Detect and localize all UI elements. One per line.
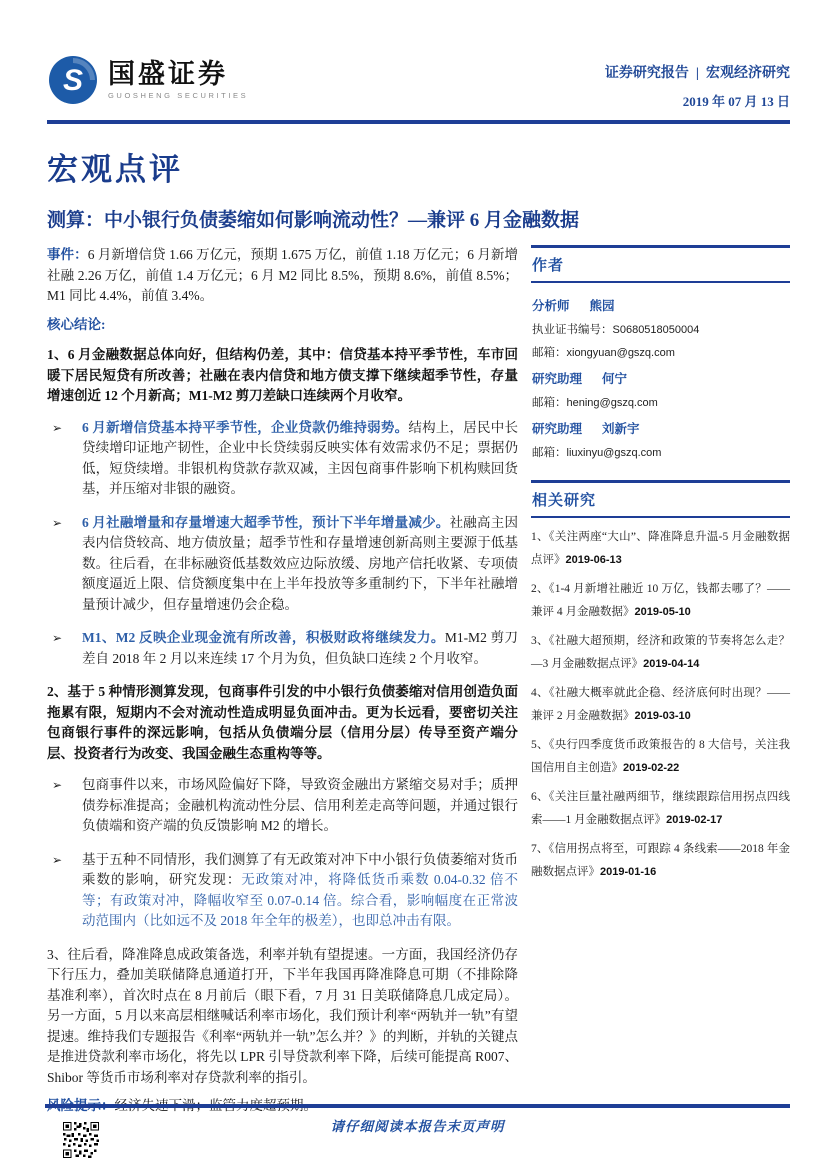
bullet-baoshang-text: 包商事件以来，市场风险偏好下降，导致资金融出方紧缩交易对手；质押债券标准提高；金融机构流动性分层、信用利差走高等问题，并通过银行负债端和资产端的负反馈影响 M2 的增长。 <box>82 777 518 833</box>
email-label: 邮箱： <box>532 347 567 359</box>
report-header <box>0 0 827 120</box>
related-item <box>531 786 790 832</box>
bullet-social-financing <box>47 513 518 616</box>
analyst-cert-line <box>532 321 789 337</box>
qr-code <box>63 1122 99 1158</box>
related-item-text: 4、《社融大概率就此企稳、经济底何时出现？——兼评 2 月金融数据》 <box>531 687 790 722</box>
report-footer <box>45 1104 790 1135</box>
report-subtitle: 测算：中小银行负债萎缩如何影响流动性？—兼评 6 月金融数据 <box>47 210 580 231</box>
related-item-date: 2019-03-10 <box>634 710 691 722</box>
header-divider <box>47 120 790 124</box>
assistant2-name: 刘新宇 <box>602 422 640 436</box>
svg-text:S: S <box>62 64 84 97</box>
bullet-credit-text: 结构上，居民中长贷续增印证地产韧性，企业中长贷续弱反映实体有效需求仍不足；票据仍低，短贷续增。非银机构贷款存款双减，主因包商事件影响下机构赎回货基，并压缩对非银的融资。 <box>82 419 519 496</box>
email-label: 邮箱： <box>532 397 567 409</box>
related-item <box>531 734 790 780</box>
bullet-arrow-icon: ➢ <box>52 852 63 867</box>
assistant2-role: 研究助理 <box>532 422 583 436</box>
related-item-date: 2019-05-10 <box>634 606 691 618</box>
header-meta <box>605 54 790 110</box>
related-item-date: 2019-02-22 <box>623 762 680 774</box>
bullet-m1-m2-text: M1-M2 剪刀差自 2018 年 2 月以来连续 17 个月为负，但负缺口连续 2 个月收窄。 <box>82 630 518 666</box>
bullet-arrow-icon: ➢ <box>52 631 63 645</box>
bullet-social-financing-text: 社融高主因表内信贷较高、地方债放量；超季节性和存量增速创新高则主要源于低基数。往后看，在非标融资低基数效应边际放缓、房地产信托收紧、专项债额度逼近上限、信贷额度集中在上半年投放等多重制约下，下半年社融增量预计减少，但存量增速仍会企稳。 <box>82 514 519 612</box>
related-item <box>531 682 790 728</box>
analyst-email: xiongyuan@gszq.com <box>566 347 675 359</box>
report-classification <box>605 62 790 82</box>
point-3-paragraph <box>47 945 518 1089</box>
bullet-arrow-icon: ➢ <box>52 420 63 435</box>
bullet-baoshang-event <box>47 775 518 837</box>
assistant1-email: hening@gszq.com <box>566 397 658 409</box>
point-1-paragraph: 1、6 月金融数据总体向好，但结构仍差，其中：信贷基本持平季节性，车市回暖下居民短贷有所改善；社融在表内信贷和地方债支撑下继续超季节性，存量增速创近 12 个月新高；M1-M2 剪刀差缺口连续两个月收窄。 <box>47 347 518 403</box>
related-item-date: 2019-06-13 <box>565 554 622 566</box>
report-type-label: 证券研究报告 <box>604 66 689 81</box>
analyst-email-line <box>532 344 789 360</box>
bullet-arrow-icon: ➢ <box>52 515 63 530</box>
analyst-line <box>532 296 789 314</box>
related-item <box>531 630 790 676</box>
report-date: 2019 年 07 月 13 日 <box>682 94 790 109</box>
cert-label: 执业证书编号： <box>532 324 613 336</box>
bullet-scenarios <box>47 850 518 932</box>
page-title: 宏观点评 <box>47 152 183 187</box>
related-research-title: 相关研究 <box>531 480 790 518</box>
sidebar <box>531 245 790 890</box>
related-item-text: 3、《社融大超预期，经济和政策的节奏将怎么走？—3 月金融数据点评》 <box>531 635 790 670</box>
header-separator: | <box>695 66 699 81</box>
related-item-text: 5、《央行四季度货币政策报告的 8 大信号，关注我国信用自主创造》 <box>531 739 790 774</box>
assistant2-email: liuxinyu@gszq.com <box>566 447 662 459</box>
footer-divider <box>45 1104 790 1108</box>
related-item-date: 2019-01-16 <box>600 866 657 878</box>
bullet-scenarios-intro: 基于五种不同情形，我们测算了有无政策对冲下中小银行负债萎缩对货币乘数的影响，研究发现： <box>82 851 518 887</box>
related-item-date: 2019-04-14 <box>643 658 700 670</box>
assistant2-line <box>532 419 789 437</box>
point-3-lead: 3、往后看，降准降息成政策备选，利率并轨有望提速。 <box>47 946 382 962</box>
event-paragraph <box>47 245 518 307</box>
related-item-text: 6、《关注巨量社融两细节，继续跟踪信用拐点四线索——1 月金融数据点评》 <box>531 791 790 826</box>
event-text: 6 月新增信贷 1.66 万亿元，预期 1.675 万亿，前值 1.18 万亿元；6 月新增社融 2.26 万亿，前值 1.4 万亿元；6 月 M2 同比 8.5%，预期 8.6%，前值 8.5%；M1 同比 4.4%，前值 3.4%。 <box>47 247 519 303</box>
author-section-title: 作者 <box>531 245 790 283</box>
footer-disclaimer: 请仔细阅读本报告末页声明 <box>330 1119 505 1134</box>
bullet-credit <box>47 418 518 500</box>
related-item-date: 2019-02-17 <box>666 814 723 826</box>
bullet-scenarios-finding: 无政策对冲，将降低货币乘数 0.04-0.32 倍不等；有政策对冲，降幅收窄至 0.07-0.14 倍。综合看，影响幅度在正常波动范围内（比如远不及 2018 年全年的极差），也即总冲击有限。 <box>82 872 518 928</box>
main-content <box>47 245 518 1125</box>
core-conclusion-label: 核心结论: <box>47 316 106 332</box>
assistant1-email-line <box>532 394 789 410</box>
bullet-arrow-icon: ➢ <box>52 778 63 792</box>
report-category-label: 宏观经济研究 <box>706 66 790 81</box>
bullet-social-financing-lead: 6 月社融增量和存量增速大超季节性，预计下半年增量减少。 <box>82 514 450 530</box>
event-label: 事件： <box>47 247 88 262</box>
cert-value: S0680518050004 <box>612 324 700 336</box>
bullet-m1-m2 <box>47 628 518 669</box>
analyst-role: 分析师 <box>532 299 570 313</box>
bullet-m1-m2-lead: M1、M2 反映企业现金流有所改善，积极财政将继续发力。 <box>82 630 445 645</box>
logo-text-block <box>108 60 248 101</box>
related-item-text: 7、《信用拐点将至，可跟踪 4 条线索——2018 年金融数据点评》 <box>531 843 790 878</box>
related-item-text: 2、《1-4 月新增社融近 10 万亿，钱都去哪了？——兼评 4 月金融数据》 <box>531 583 790 618</box>
assistant1-line <box>532 369 789 387</box>
guosheng-logo-icon <box>47 54 99 106</box>
email-label: 邮箱： <box>532 447 567 459</box>
guosheng-logo <box>47 54 248 106</box>
analyst-name: 熊园 <box>589 299 615 313</box>
point-3-text: 一方面，我国经济仍存下行压力，叠加美联储降息通道打开，下半年我国再降准降息可期（不排除降基准利率），首次时点在 8 月前后（眼下看，7 月 31 日美联储降息几成定局）。另一方面，5 月以来高层相继喊话利率市场化，我们预计利率“两轨并一轨”有望提速。维持我们专题报告《利率“两轨并一轨”怎么并？》的判断，并轨的关键点是推进贷款利率市场化，将先以 LPR 引导贷款利率下降，后续可能提高 R007、Shibor 等货币市场利率对存贷款利率的指引。 <box>47 946 518 1085</box>
related-item <box>531 838 790 884</box>
author-block <box>531 283 790 470</box>
related-research-list <box>531 518 790 884</box>
related-item <box>531 526 790 572</box>
point-2-paragraph: 2、基于 5 种情形测算发现，包商事件引发的中小银行负债萎缩对信用创造负面拖累有限，短期内不会对流动性造成明显负面冲击。更为长远看，要密切关注包商银行事件的深远影响，包括从负债端分层（信用分层）传导至资产端分层、投资者行为改变、我国金融生态重构等等。 <box>47 684 518 761</box>
assistant1-name: 何宁 <box>602 372 628 386</box>
related-item <box>531 578 790 624</box>
bullet-credit-lead: 6 月新增信贷基本持平季节性，企业贷款仍维持弱势。 <box>82 419 409 435</box>
logo-company-name: 国盛证券 <box>108 58 228 89</box>
assistant1-role: 研究助理 <box>532 372 583 386</box>
content-area <box>0 232 827 1125</box>
assistant2-email-line <box>532 444 789 460</box>
related-item-text: 1、《关注两座“大山”、降准降息升温-5 月金融数据点评》 <box>531 531 790 566</box>
logo-company-subtitle: GUOSHENG SECURITIES <box>108 91 249 101</box>
